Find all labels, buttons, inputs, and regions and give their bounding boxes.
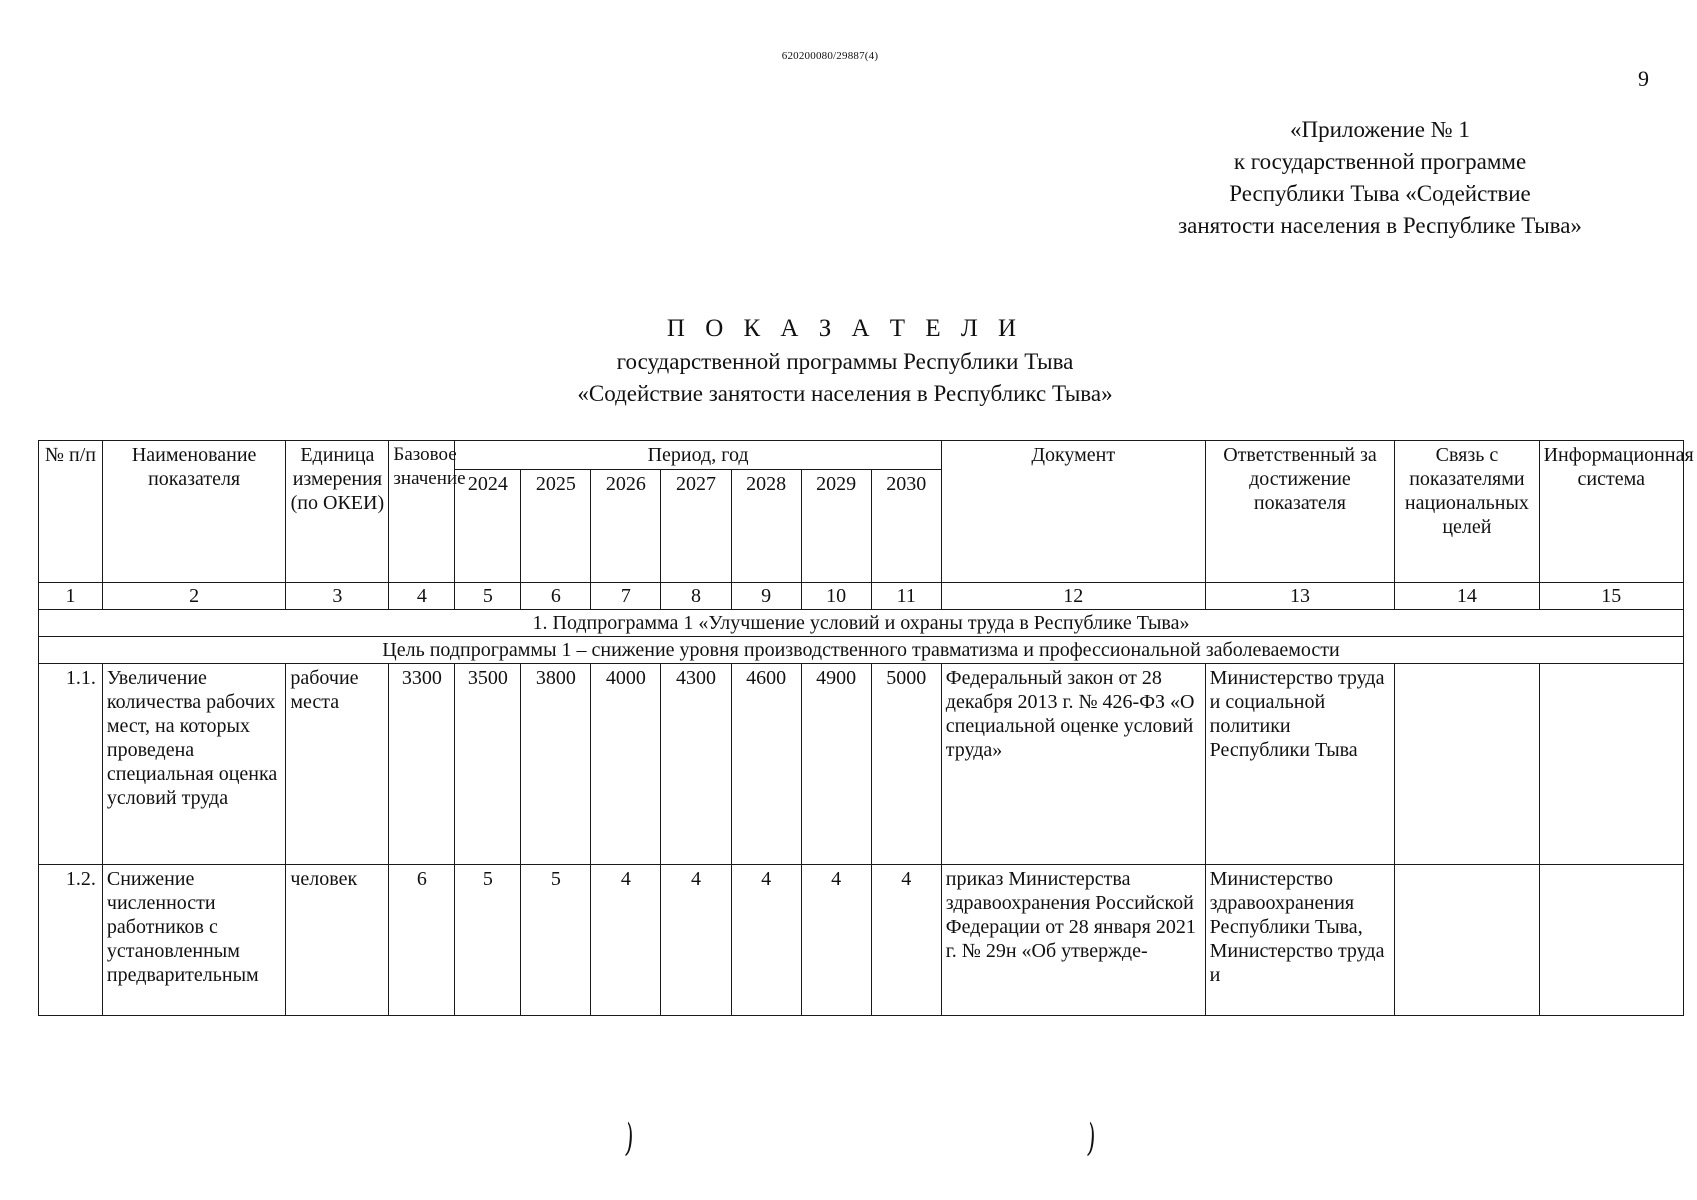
year-value: 5	[521, 865, 591, 1016]
header-responsible: Ответственный за достижение показателя	[1205, 441, 1395, 583]
year-value: 4300	[661, 664, 731, 865]
document-id: 620200080/29887(4)	[781, 50, 879, 62]
indicator-unit: рабочие места	[286, 664, 389, 865]
info-system	[1539, 664, 1683, 865]
header-row	[39, 441, 1684, 470]
row-number: 1.1.	[39, 664, 103, 865]
header-year: 2025	[521, 470, 591, 583]
info-system	[1539, 865, 1683, 1016]
column-number: 12	[941, 583, 1205, 610]
year-value: 4	[801, 865, 871, 1016]
base-value: 6	[389, 865, 455, 1016]
column-number: 10	[801, 583, 871, 610]
title-subtitle-line: государственной программы Республики Тыва	[616, 349, 1074, 374]
column-number-row	[39, 583, 1684, 610]
header-link: Связь с показателями национальных целей	[1395, 441, 1539, 583]
header-info: Информационная система	[1539, 441, 1683, 583]
column-number: 6	[521, 583, 591, 610]
appendix-line: Республики Тыва «Содействие	[1229, 181, 1531, 206]
column-number: 14	[1395, 583, 1539, 610]
year-value: 4900	[801, 664, 871, 865]
header-year: 2024	[455, 470, 521, 583]
header-num: № п/п	[39, 441, 103, 583]
year-value: 4000	[591, 664, 661, 865]
appendix-line: «Приложение № 1	[1290, 117, 1470, 142]
page-number: 9	[1638, 66, 1649, 91]
year-value: 3800	[521, 664, 591, 865]
column-number: 15	[1539, 583, 1683, 610]
responsible-body: Министерство здравоохранения Республики Тыва, Министерство труда и	[1205, 865, 1395, 1016]
row-number: 1.2.	[39, 865, 103, 1016]
header-unit: Единица измерения (по ОКЕИ)	[286, 441, 389, 583]
goal-row	[39, 637, 1684, 664]
document-reference: приказ Министерства здравоохранения Российской Федерации от 28 января 2021 г. № 29н «Об утвержде-	[941, 865, 1205, 1016]
header-year: 2030	[871, 470, 941, 583]
appendix-line: к государственной программе	[1233, 149, 1527, 174]
year-value: 3500	[455, 664, 521, 865]
column-number: 3	[286, 583, 389, 610]
year-value: 4	[591, 865, 661, 1016]
indicators-table	[38, 440, 1694, 1016]
year-value: 4	[731, 865, 801, 1016]
year-value: 4	[661, 865, 731, 1016]
header-year: 2029	[801, 470, 871, 583]
indicator-name: Снижение численности работников с установленным предварительным	[102, 865, 285, 1016]
column-number: 9	[731, 583, 801, 610]
header-base: Базовое значение	[389, 441, 455, 583]
margin-mark: )	[1085, 1115, 1098, 1161]
year-value: 5	[455, 865, 521, 1016]
column-number: 8	[661, 583, 731, 610]
responsible-body: Министерство труда и социальной политики Республики Тыва	[1205, 664, 1395, 865]
column-number: 13	[1205, 583, 1395, 610]
year-value: 4	[871, 865, 941, 1016]
table-row	[39, 865, 1684, 1016]
goal-title: Цель подпрограммы 1 – снижение уровня производственного травматизма и профессиональной заболеваемости	[39, 637, 1684, 664]
header-year: 2028	[731, 470, 801, 583]
header-year: 2026	[591, 470, 661, 583]
title-block	[380, 312, 1310, 410]
column-number: 11	[871, 583, 941, 610]
column-number: 4	[389, 583, 455, 610]
column-number: 7	[591, 583, 661, 610]
indicator-unit: человек	[286, 865, 389, 1016]
appendix-line: занятости населения в Республике Тыва»	[1178, 213, 1582, 238]
subprogram-title: 1. Подпрограмма 1 «Улучшение условий и охраны труда в Республике Тыва»	[39, 610, 1684, 637]
table-row	[39, 664, 1684, 865]
base-value: 3300	[389, 664, 455, 865]
margin-mark: )	[623, 1115, 636, 1161]
header-document: Документ	[941, 441, 1205, 583]
national-goal-link	[1395, 664, 1539, 865]
header-year: 2027	[661, 470, 731, 583]
appendix-heading	[1120, 114, 1640, 242]
subprogram-row	[39, 610, 1684, 637]
national-goal-link	[1395, 865, 1539, 1016]
page-title: П О К А З А Т Е Л И	[666, 315, 1024, 342]
year-value: 5000	[871, 664, 941, 865]
column-number: 5	[455, 583, 521, 610]
year-value: 4600	[731, 664, 801, 865]
document-reference: Федеральный закон от 28 декабря 2013 г. № 426-ФЗ «О специальной оценке условий труда»	[941, 664, 1205, 865]
title-subtitle-line: «Содействие занятости населения в Республикс Тыва»	[577, 381, 1113, 406]
column-number: 2	[102, 583, 285, 610]
column-number: 1	[39, 583, 103, 610]
header-period: Период, год	[455, 441, 941, 470]
indicator-name: Увеличение количества рабочих мест, на которых проведена специальная оценка условий труда	[102, 664, 285, 865]
header-name: Наименование показателя	[102, 441, 285, 583]
